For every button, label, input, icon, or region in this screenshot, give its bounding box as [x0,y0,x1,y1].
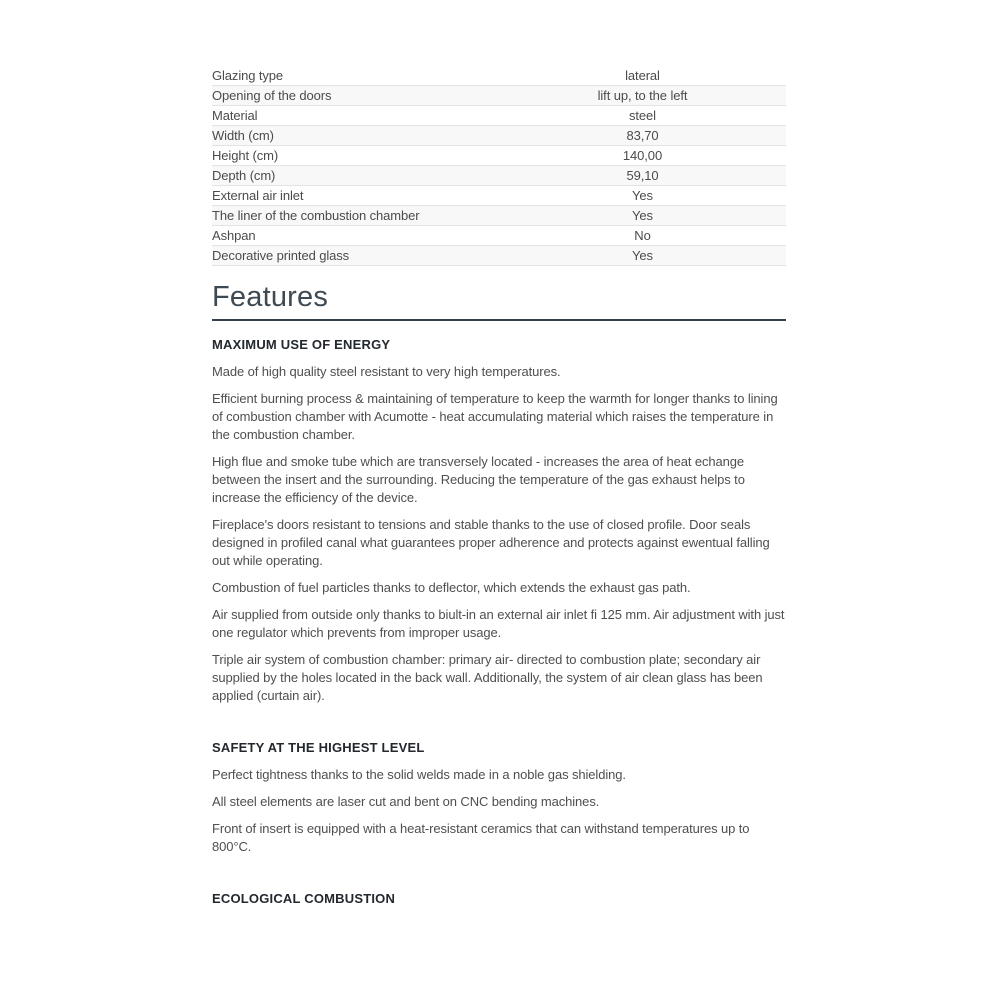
section-safety-at-the-highest-level [212,739,786,856]
section-heading: MAXIMUM USE OF ENERGY [212,337,391,352]
spec-label: Depth (cm) [212,168,276,183]
feature-paragraph: Made of high quality steel resistant to very high temperatures. [212,364,561,379]
feature-paragraph: Triple air system of combustion chamber: primary air- directed to combustion plate; secondary air supplied by the holes located in the back wall. Additionally, the system of air clean glass has been applied (curtain air). [212,652,763,703]
feature-paragraph: Front of insert is equipped with a heat-resistant ceramics that can withstand temperatures up to 800°C. [212,821,750,854]
feature-paragraph: High flue and smoke tube which are transversely located - increases the area of heat echange between the insert and the surrounding. Reducing the temperature of the gas exhaust helps to increase the efficiency of the device. [212,454,745,505]
feature-paragraph: Efficient burning process & maintaining of temperature to keep the warmth for longer thanks to lining of combustion chamber with Acumotte - heat accumulating material which raises the temperature in the combustion chamber. [212,391,778,442]
spec-value: No [634,228,651,243]
feature-paragraph: Fireplace's doors resistant to tensions and stable thanks to the use of closed profile. Door seals designed in profiled canal what guarantees proper adherence and protects against ewentual falling out while operating. [212,517,770,568]
spec-label: Decorative printed glass [212,248,350,263]
table-row [212,226,786,246]
spec-label: Glazing type [212,68,284,83]
spec-label: External air inlet [212,188,304,203]
table-row [212,146,786,166]
spec-value: 83,70 [626,128,659,143]
spec-value: steel [629,108,656,123]
section-ecological-combustion [212,890,786,908]
table-row [212,126,786,146]
spec-label: Height (cm) [212,148,279,163]
spec-value: lift up, to the left [597,88,688,103]
section-maximum-use-of-energy [212,336,786,705]
content-column [212,66,786,917]
section-heading: SAFETY AT THE HIGHEST LEVEL [212,740,425,755]
spec-label: Width (cm) [212,128,274,143]
title-divider [212,319,786,321]
spec-label: Opening of the doors [212,88,332,103]
section-heading: ECOLOGICAL COMBUSTION [212,891,396,906]
spec-value: lateral [625,68,660,83]
spec-value: 140,00 [622,148,663,163]
feature-paragraph: All steel elements are laser cut and bent on CNC bending machines. [212,794,600,809]
spec-value: Yes [632,208,653,223]
spec-label: The liner of the combustion chamber [212,208,420,223]
table-row [212,246,786,266]
spec-value: 59,10 [626,168,659,183]
table-row [212,66,786,86]
feature-paragraph: Combustion of fuel particles thanks to deflector, which extends the exhaust gas path. [212,580,691,595]
table-row [212,106,786,126]
page-title: Features [212,281,329,313]
table-row [212,166,786,186]
spec-value: Yes [632,248,653,263]
spec-value: Yes [632,188,653,203]
table-row [212,86,786,106]
spec-label: Material [212,108,258,123]
spec-table [212,66,786,266]
spec-label: Ashpan [212,228,256,243]
feature-paragraph: Air supplied from outside only thanks to biult-in an external air inlet fi 125 mm. Air adjustment with just one regulator which prevents from improper usage. [212,607,785,640]
feature-paragraph: Perfect tightness thanks to the solid welds made in a noble gas shielding. [212,767,626,782]
table-row [212,206,786,226]
table-row [212,186,786,206]
